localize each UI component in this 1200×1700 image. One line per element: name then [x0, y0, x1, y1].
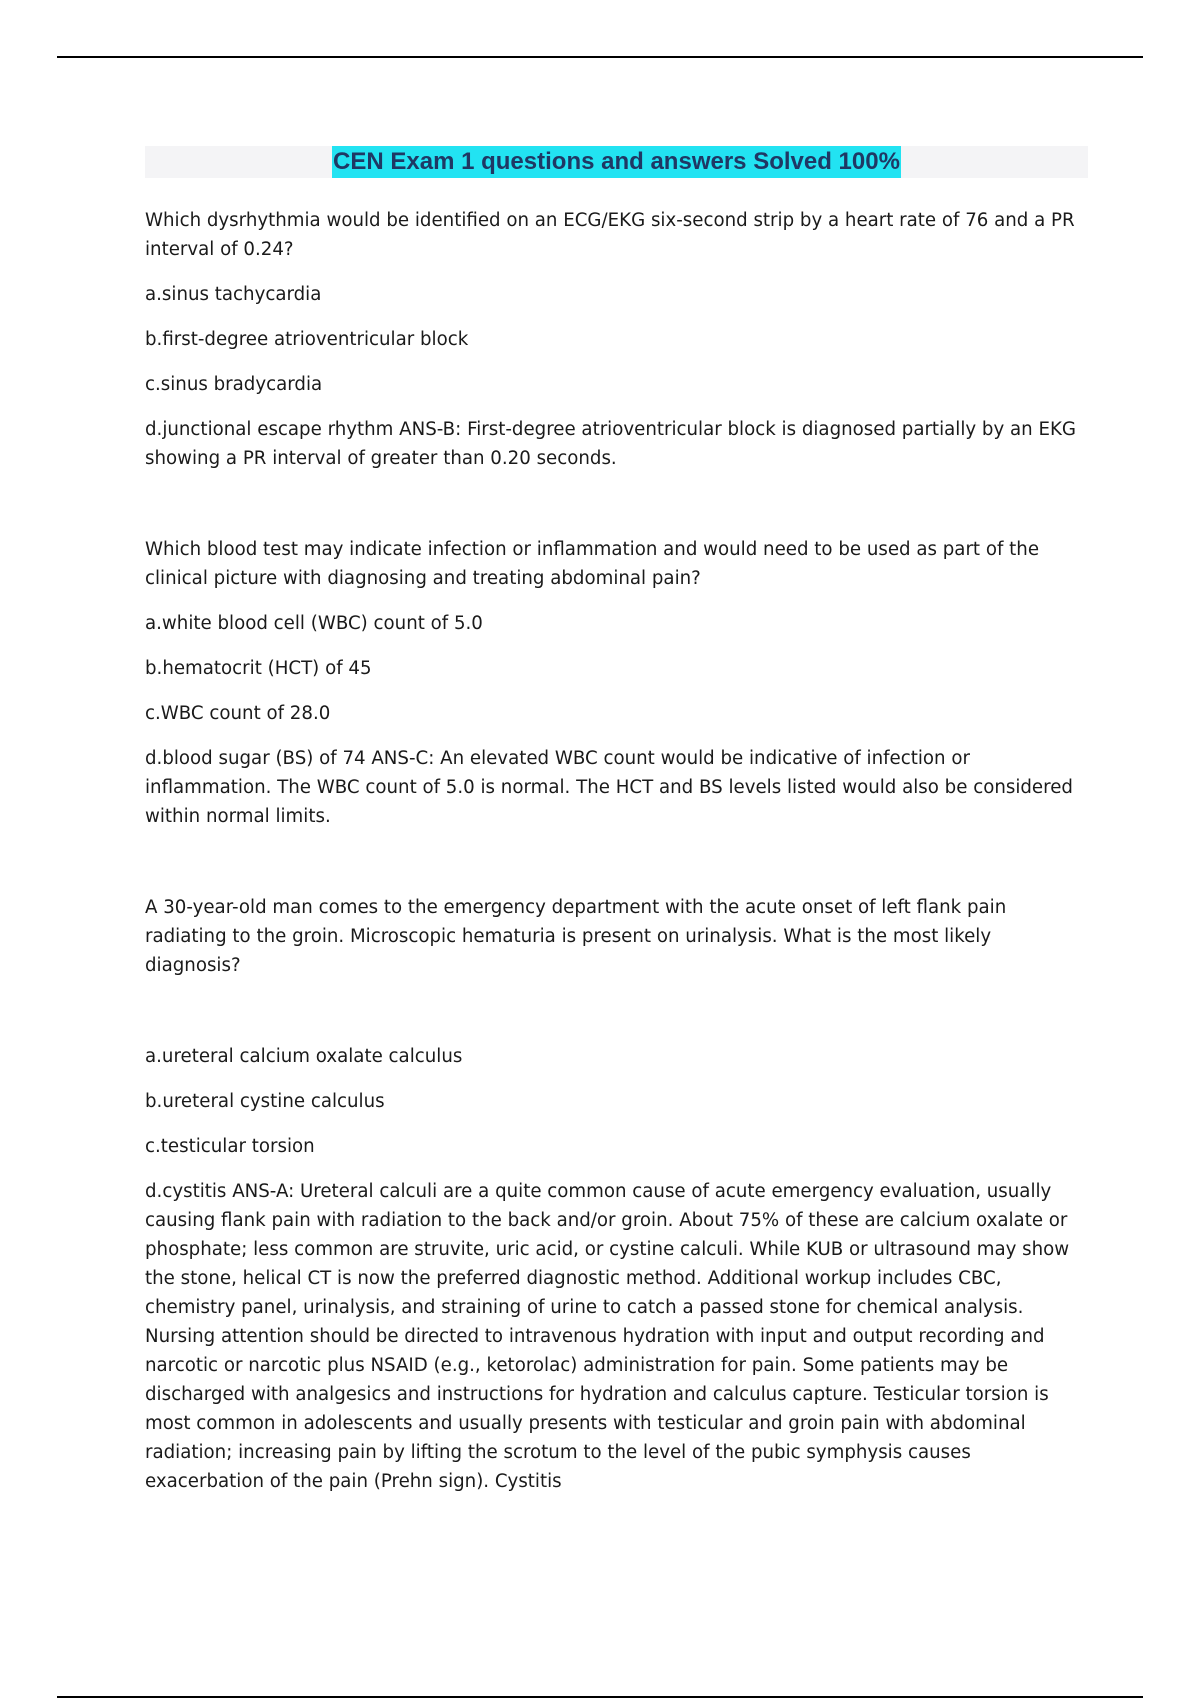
- answer-option: c.testicular torsion: [145, 1136, 315, 1157]
- answer-option: a.white blood cell (WBC) count of 5.0: [145, 613, 483, 634]
- question-stem: Which blood test may indicate infection or inflammation and would need to be used as part of the clinical picture with diagnosing and treating abdominal pain?: [145, 539, 1040, 589]
- question-stem: Which dysrhythmia would be identified on an ECG/EKG six-second strip by a heart rate of 76 and a PR interval of 0.24?: [145, 210, 1075, 260]
- document-body: [145, 146, 1088, 1496]
- page-bottom-rule: [57, 1696, 1143, 1698]
- answer-option: a.sinus tachycardia: [145, 284, 322, 305]
- document-title: CEN Exam 1 questions and answers Solved 100%: [332, 146, 901, 178]
- page-top-rule: [57, 56, 1143, 58]
- answer-option: c.WBC count of 28.0: [145, 703, 331, 724]
- question-3: [145, 893, 1088, 1496]
- answer-option: b.ureteral cystine calculus: [145, 1091, 385, 1112]
- question-stem: A 30-year-old man comes to the emergency department with the acute onset of left flank pain radiating to the groin. Microscopic hematuria is present on urinalysis. What is the most likely diagnosis?: [145, 897, 1007, 976]
- answer-option: b.hematocrit (HCT) of 45: [145, 658, 372, 679]
- question-1: [145, 206, 1088, 473]
- answer-option: b.first-degree atrioventricular block: [145, 329, 469, 350]
- answer-option: a.ureteral calcium oxalate calculus: [145, 1046, 463, 1067]
- question-2: [145, 535, 1088, 831]
- answer-option: c.sinus bradycardia: [145, 374, 323, 395]
- answer-option-with-rationale: d.cystitis ANS-A: Ureteral calculi are a quite common cause of acute emergency evaluation, usually causing flank pain with radiation to the back and/or groin. About 75% of these are calcium oxalate or phosphate; less common are struvite, uric acid, or cystine calculi. While KUB or ultrasound may show the stone, helical CT is now the preferred diagnostic method. Additional workup includes CBC, chemistry panel, urinalysis, and straining of urine to catch a passed stone for chemical analysis. Nursing attention should be directed to intravenous hydration with input and output recording and narcotic or narcotic plus NSAID (e.g., ketorolac) administration for pain. Some patients may be discharged with analgesics and instructions for hydration and calculus capture. Testicular torsion is most common in adolescents and usually presents with testicular and groin pain with abdominal radiation; increasing pain by lifting the scrotum to the level of the pubic symphysis causes exacerbation of the pain (Prehn sign). Cystitis: [145, 1181, 1070, 1492]
- title-band: [145, 146, 1088, 178]
- answer-option-with-rationale: d.blood sugar (BS) of 74 ANS-C: An elevated WBC count would be indicative of infection or inflammation. The WBC count of 5.0 is normal. The HCT and BS levels listed would also be considered within normal limits.: [145, 748, 1073, 827]
- answer-option-with-rationale: d.junctional escape rhythm ANS-B: First-degree atrioventricular block is diagnosed partially by an EKG showing a PR interval of greater than 0.20 seconds.: [145, 419, 1076, 469]
